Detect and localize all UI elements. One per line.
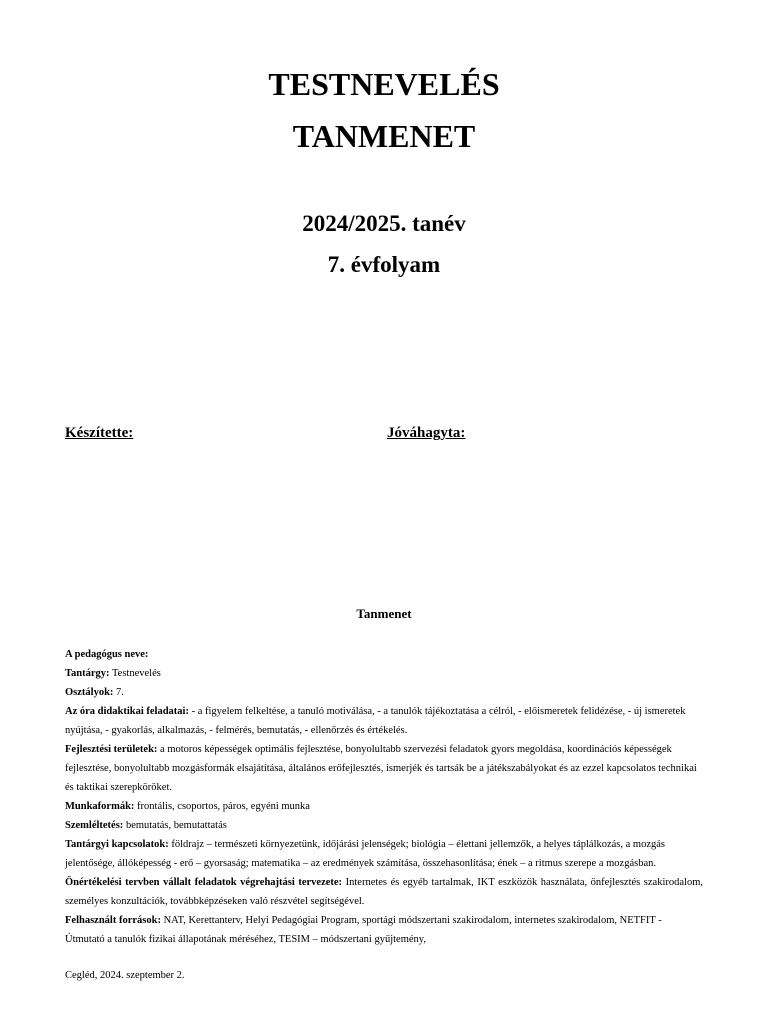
row-development-areas — [65, 740, 703, 797]
row-self-assessment-plan — [65, 873, 703, 911]
row-value: a motoros képességek optimális fejlesztése, bonyolultabb szervezési feladatok gyors megoldása, koordinációs képességek fejlesztése, bonyolultabb mozgásformák elsajátítása, általános erőfejlesztés, ismerjék és tartsák be a játékszabályokat és az ezzel kapcsolatos technikai és taktikai szerepköröket. — [65, 744, 697, 793]
row-label: Önértékelési tervben vállalt feladatok végrehajtási tervezete: — [65, 877, 343, 888]
row-teacher-name — [65, 645, 703, 664]
row-subject — [65, 664, 703, 683]
row-value: - a figyelem felkeltése, a tanuló motiválása, - a tanulók tájékoztatása a célról, - előismeretek felidézése, - új ismeretek nyújtása, - gyakorlás, alkalmazás, - felmérés, bemutatás, - ellenőrzés és értékelés. — [65, 706, 686, 736]
row-value: Internetes és egyéb tartalmak, IKT eszközök használata, önfejlesztés szakirodalom, személyes konzultációk, továbbképzéseken való részvétel segítségével. — [65, 877, 703, 907]
row-value: Testnevelés — [111, 668, 161, 679]
row-didactic-tasks — [65, 702, 703, 740]
document-subtitle: TANMENET — [292, 118, 476, 154]
prepared-by-label: Készítette: — [65, 425, 134, 441]
row-label: Az óra didaktikai feladatai: — [65, 706, 189, 717]
row-label: A pedagógus neve: — [65, 649, 149, 660]
curriculum-details — [65, 645, 703, 949]
row-value: NAT, Kerettanterv, Helyi Pedagógiai Program, sportági módszertani szakirodalom, internetes szakirodalom, NETFIT - Útmutató a tanulók fizikai állapotának méréséhez, TESIM – módszertani gyűjtemény, — [65, 915, 662, 945]
row-work-forms — [65, 797, 703, 816]
row-label: Felhasznált források: — [65, 915, 161, 926]
row-label: Szemléltetés: — [65, 820, 124, 831]
row-demonstration — [65, 816, 703, 835]
place-and-date: Cegléd, 2024. szeptember 2. — [65, 970, 185, 981]
row-label: Osztályok: — [65, 687, 114, 698]
section-heading: Tanmenet — [356, 606, 412, 621]
row-label: Tantárgyi kapcsolatok: — [65, 839, 169, 850]
grade-level: 7. évfolyam — [327, 252, 441, 277]
row-value: földrajz – természeti környezetünk, időjárási jelenségek; biológia – élettani jellemzők, a helyes táplálkozás, a mozgás jelentősége, állóképesség - erő – gyorsaság; matematika – az eredmények számítása, összehasonlítása; ének – a ritmus szerepe a mozgásban. — [65, 839, 665, 869]
row-sources — [65, 911, 703, 949]
row-classes — [65, 683, 703, 702]
document-title: TESTNEVELÉS — [268, 66, 500, 102]
row-label: Tantárgy: — [65, 668, 110, 679]
school-year: 2024/2025. tanév — [302, 211, 466, 236]
approved-by-label: Jóváhagyta: — [387, 425, 466, 441]
row-label: Munkaformák: — [65, 801, 135, 812]
row-value: 7. — [116, 687, 124, 698]
row-value: bemutatás, bemutattatás — [125, 820, 227, 831]
row-value: frontális, csoportos, páros, egyéni munka — [137, 801, 310, 812]
row-label: Fejlesztési területek: — [65, 744, 158, 755]
row-subject-connections — [65, 835, 703, 873]
